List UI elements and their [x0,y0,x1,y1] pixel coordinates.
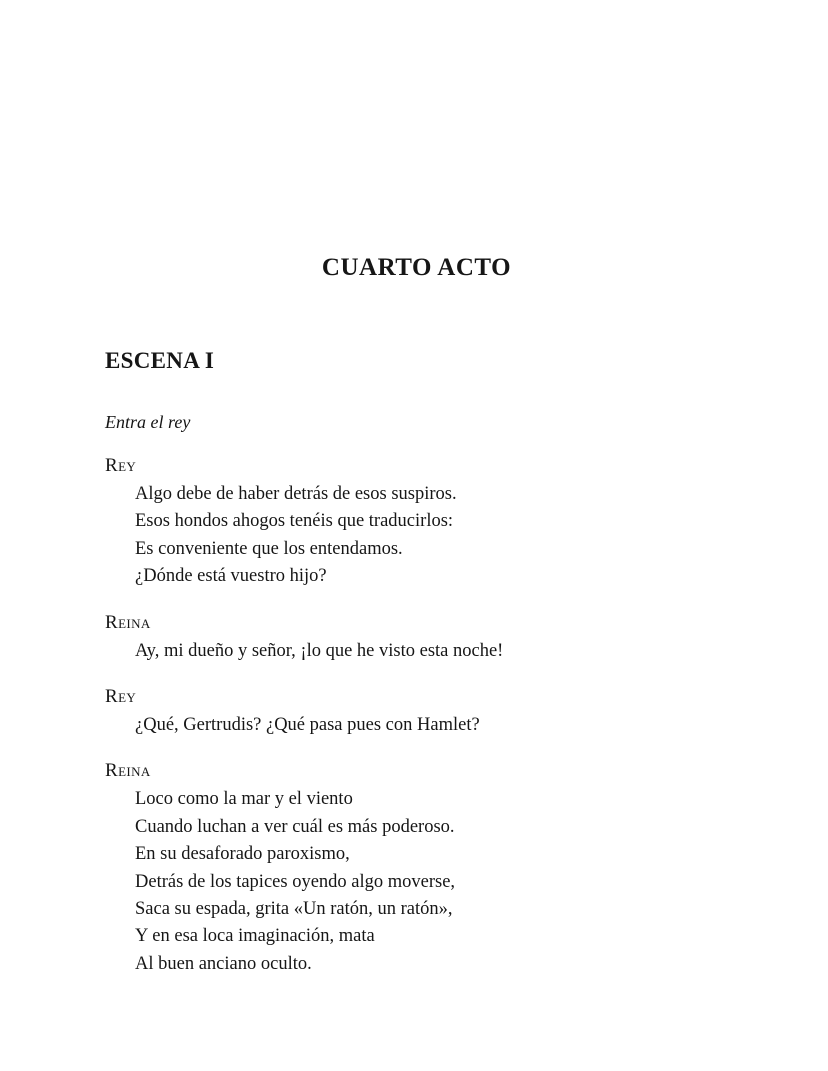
speech-block-rey-1 [105,454,728,591]
verse-line: En su desaforado paroxismo, [135,844,350,865]
verse-line: Detrás de los tapices oyendo algo moverse, [135,871,456,892]
speech-block-reina-2 [105,759,728,978]
speaker-name: Reina [105,760,151,782]
verse-line: Y en esa loca imaginación, mata [135,926,375,947]
speaker-name: Rey [105,686,137,708]
verse-line: Saca su espada, grita «Un ratón, un ratón», [135,899,453,920]
scene-title: ESCENA I [105,348,215,373]
speaker-name: Rey [105,455,137,476]
speech-block-reina-1 [105,611,728,665]
verse-line: Al buen anciano oculto. [135,953,312,974]
verse-line: Loco como la mar y el viento [135,789,353,810]
verse-line: ¿Dónde está vuestro hijo? [135,566,327,587]
verse-line: Cuando luchan a ver cuál es más poderoso. [135,816,455,837]
verse-line: Es conveniente que los entendamos. [135,538,403,559]
verse-line: Algo debe de haber detrás de esos suspiros. [135,484,457,504]
act-title: CUARTO ACTO [321,254,512,281]
verse-line: Ay, mi dueño y señor, ¡lo que he visto esta noche! [135,640,504,661]
stage-direction: Entra el rey [105,412,191,432]
speech-block-rey-2 [105,685,728,739]
verse-line: ¿Qué, Gertrudis? ¿Qué pasa pues con Hamlet? [135,715,480,736]
verse-line: Esos hondos ahogos tenéis que traducirlos: [135,511,454,532]
speaker-name: Reina [105,611,151,633]
